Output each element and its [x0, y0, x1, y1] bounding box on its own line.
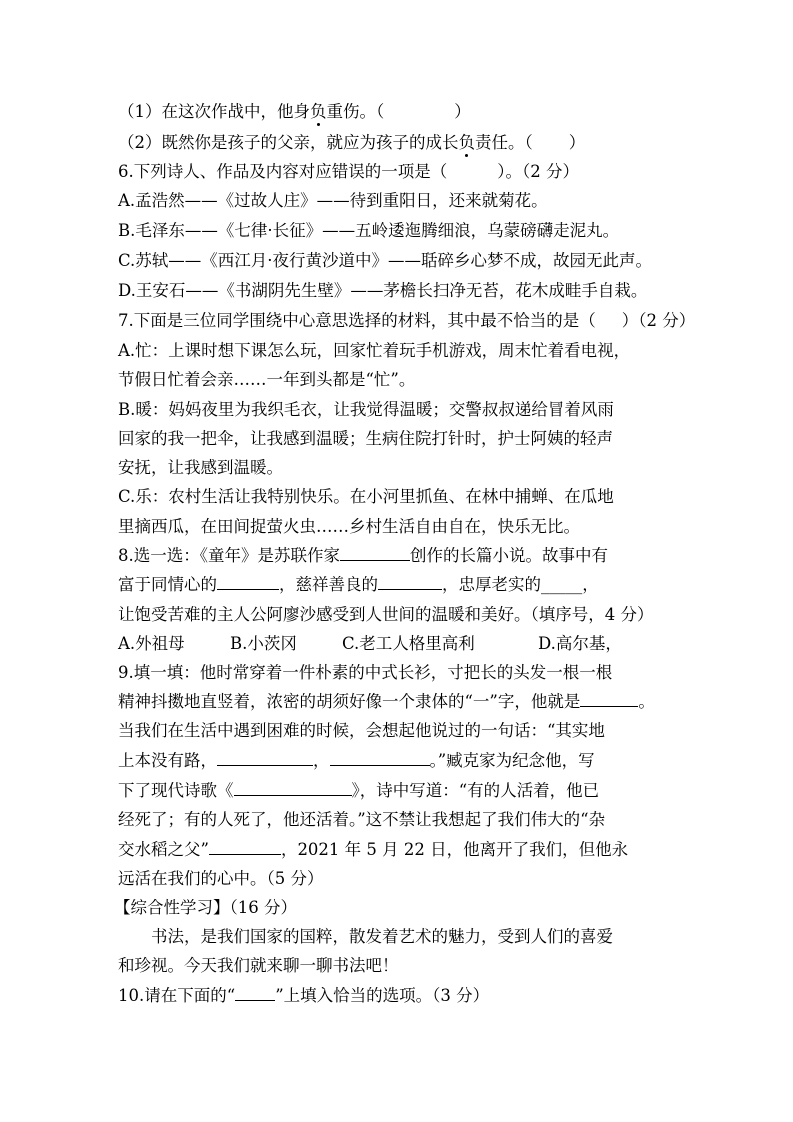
intro-line2: 和珍视。今天我们就来聊一聊书法吧！ — [118, 956, 399, 975]
q9-line4: 上本没有路， ， 。”臧克家为纪念他，写 — [118, 751, 595, 770]
q7-option-b-line3: 安抚，让我感到温暖。 — [118, 458, 283, 477]
q7-option-b-line1: B.暖：妈妈夜里为我织毛衣，让我觉得温暖；交警叔叔递给冒着风雨 — [118, 400, 614, 419]
q9-line5: 下了现代诗歌《 》，诗中写道：“有的人活着，他已 — [118, 781, 600, 800]
q8-option: A.外祖母 — [118, 634, 185, 653]
answer-blank[interactable] — [234, 780, 352, 796]
q8-option: D.高尔基， — [538, 634, 622, 653]
q7-option-a-line2: 节假日忙着会亲……一年到头都是“忙”。 — [118, 370, 416, 389]
answer-blank[interactable] — [330, 750, 430, 766]
intro-line1: 书法，是我们国家的国粹，散发着艺术的魅力，受到人们的喜爱 — [151, 927, 613, 946]
emphasis-char: 负 — [458, 133, 475, 152]
q6-option-a: A.孟浩然——《过故人庄》——待到重阳日，还来就菊花。 — [118, 191, 548, 210]
q5-sentence-2: （2）既然你是孩子的父亲，就应为孩子的成长负责任。（ ） — [118, 133, 586, 152]
answer-blank[interactable] — [209, 839, 281, 855]
q8-line2: 富于同情心的 ，慈祥善良的 ，忠厚老实的_____， — [118, 575, 599, 594]
q6-stem: 6.下列诗人、作品及内容对应错误的一项是（ ）。（2 分） — [118, 162, 579, 181]
q9-line6: 经死了；有的人死了，他还活着。”这不禁让我想起了我们伟大的“杂 — [118, 810, 606, 829]
q7-stem: 7.下面是三位同学围绕中心意思选择的材料，其中最不恰当的是（ ）（2 分） — [118, 311, 696, 330]
answer-blank[interactable] — [340, 545, 410, 561]
answer-blank[interactable] — [217, 750, 313, 766]
answer-blank[interactable] — [235, 985, 275, 1001]
q7-option-c-line2: 里摘西瓜，在田间捉萤火虫……乡村生活自由自在，快乐无比。 — [118, 517, 580, 536]
answer-blank[interactable] — [580, 691, 638, 707]
q9-line7: 交水稻之父” ，2021 年 5 月 22 日，他离开了我们，但他永 — [118, 840, 629, 859]
q5-sentence-1: （1）在这次作战中，他身负重伤。（ ） — [118, 102, 471, 121]
answer-blank[interactable] — [217, 574, 279, 590]
q6-option-b: B.毛泽东——《七律·长征》——五岭逶迤腾细浪，乌蒙磅礴走泥丸。 — [118, 221, 620, 240]
q6-option-c: C.苏轼——《西江月·夜行黄沙道中》——聒碎乡心梦不成，故园无此声。 — [118, 251, 653, 270]
answer-blank[interactable] — [378, 574, 442, 590]
q8-option: B.小茨冈 — [230, 634, 297, 653]
q10-stem: 10.请在下面的“ ”上填入恰当的选项。（3 分） — [118, 986, 490, 1005]
q7-option-a-line1: A.忙：上课时想下课怎么玩，回家忙着玩手机游戏，周末忙着看电视， — [118, 341, 631, 360]
q6-option-d: D.王安石——《书湖阴先生壁》——茅檐长扫净无苔，花木成畦手自栽。 — [118, 281, 648, 300]
emphasis-char: 负 — [310, 102, 327, 121]
section-heading: 【综合性学习】（16 分） — [114, 898, 297, 917]
q9-line1: 9.填一填：他时常穿着一件朴素的中式长衫，寸把长的头发一根一根 — [118, 663, 613, 682]
q7-option-b-line2: 回家的我一把伞，让我感到温暖；生病住院打针时，护士阿姨的轻声 — [118, 429, 613, 448]
q9-line3: 当我们在生活中遇到困难的时候，会想起他说过的一句话：“其实地 — [118, 721, 605, 740]
q8-option: C.老工人格里高利 — [342, 634, 475, 653]
q8-line1: 8.选一选：《童年》是苏联作家 创作的长篇小说。故事中有 — [118, 546, 608, 565]
q9-line8: 远活在我们的心中。（5 分） — [118, 869, 324, 888]
q9-line2: 精神抖擞地直竖着，浓密的胡须好像一个隶体的“一”字，他就是 。 — [118, 692, 655, 711]
q7-option-c-line1: C.乐：农村生活让我特别快乐。在小河里抓鱼、在林中捕蝉、在瓜地 — [118, 487, 614, 506]
q8-line3: 让饱受苦难的主人公阿廖沙感受到人世间的温暖和美好。（填序号，4 分） — [118, 605, 654, 624]
